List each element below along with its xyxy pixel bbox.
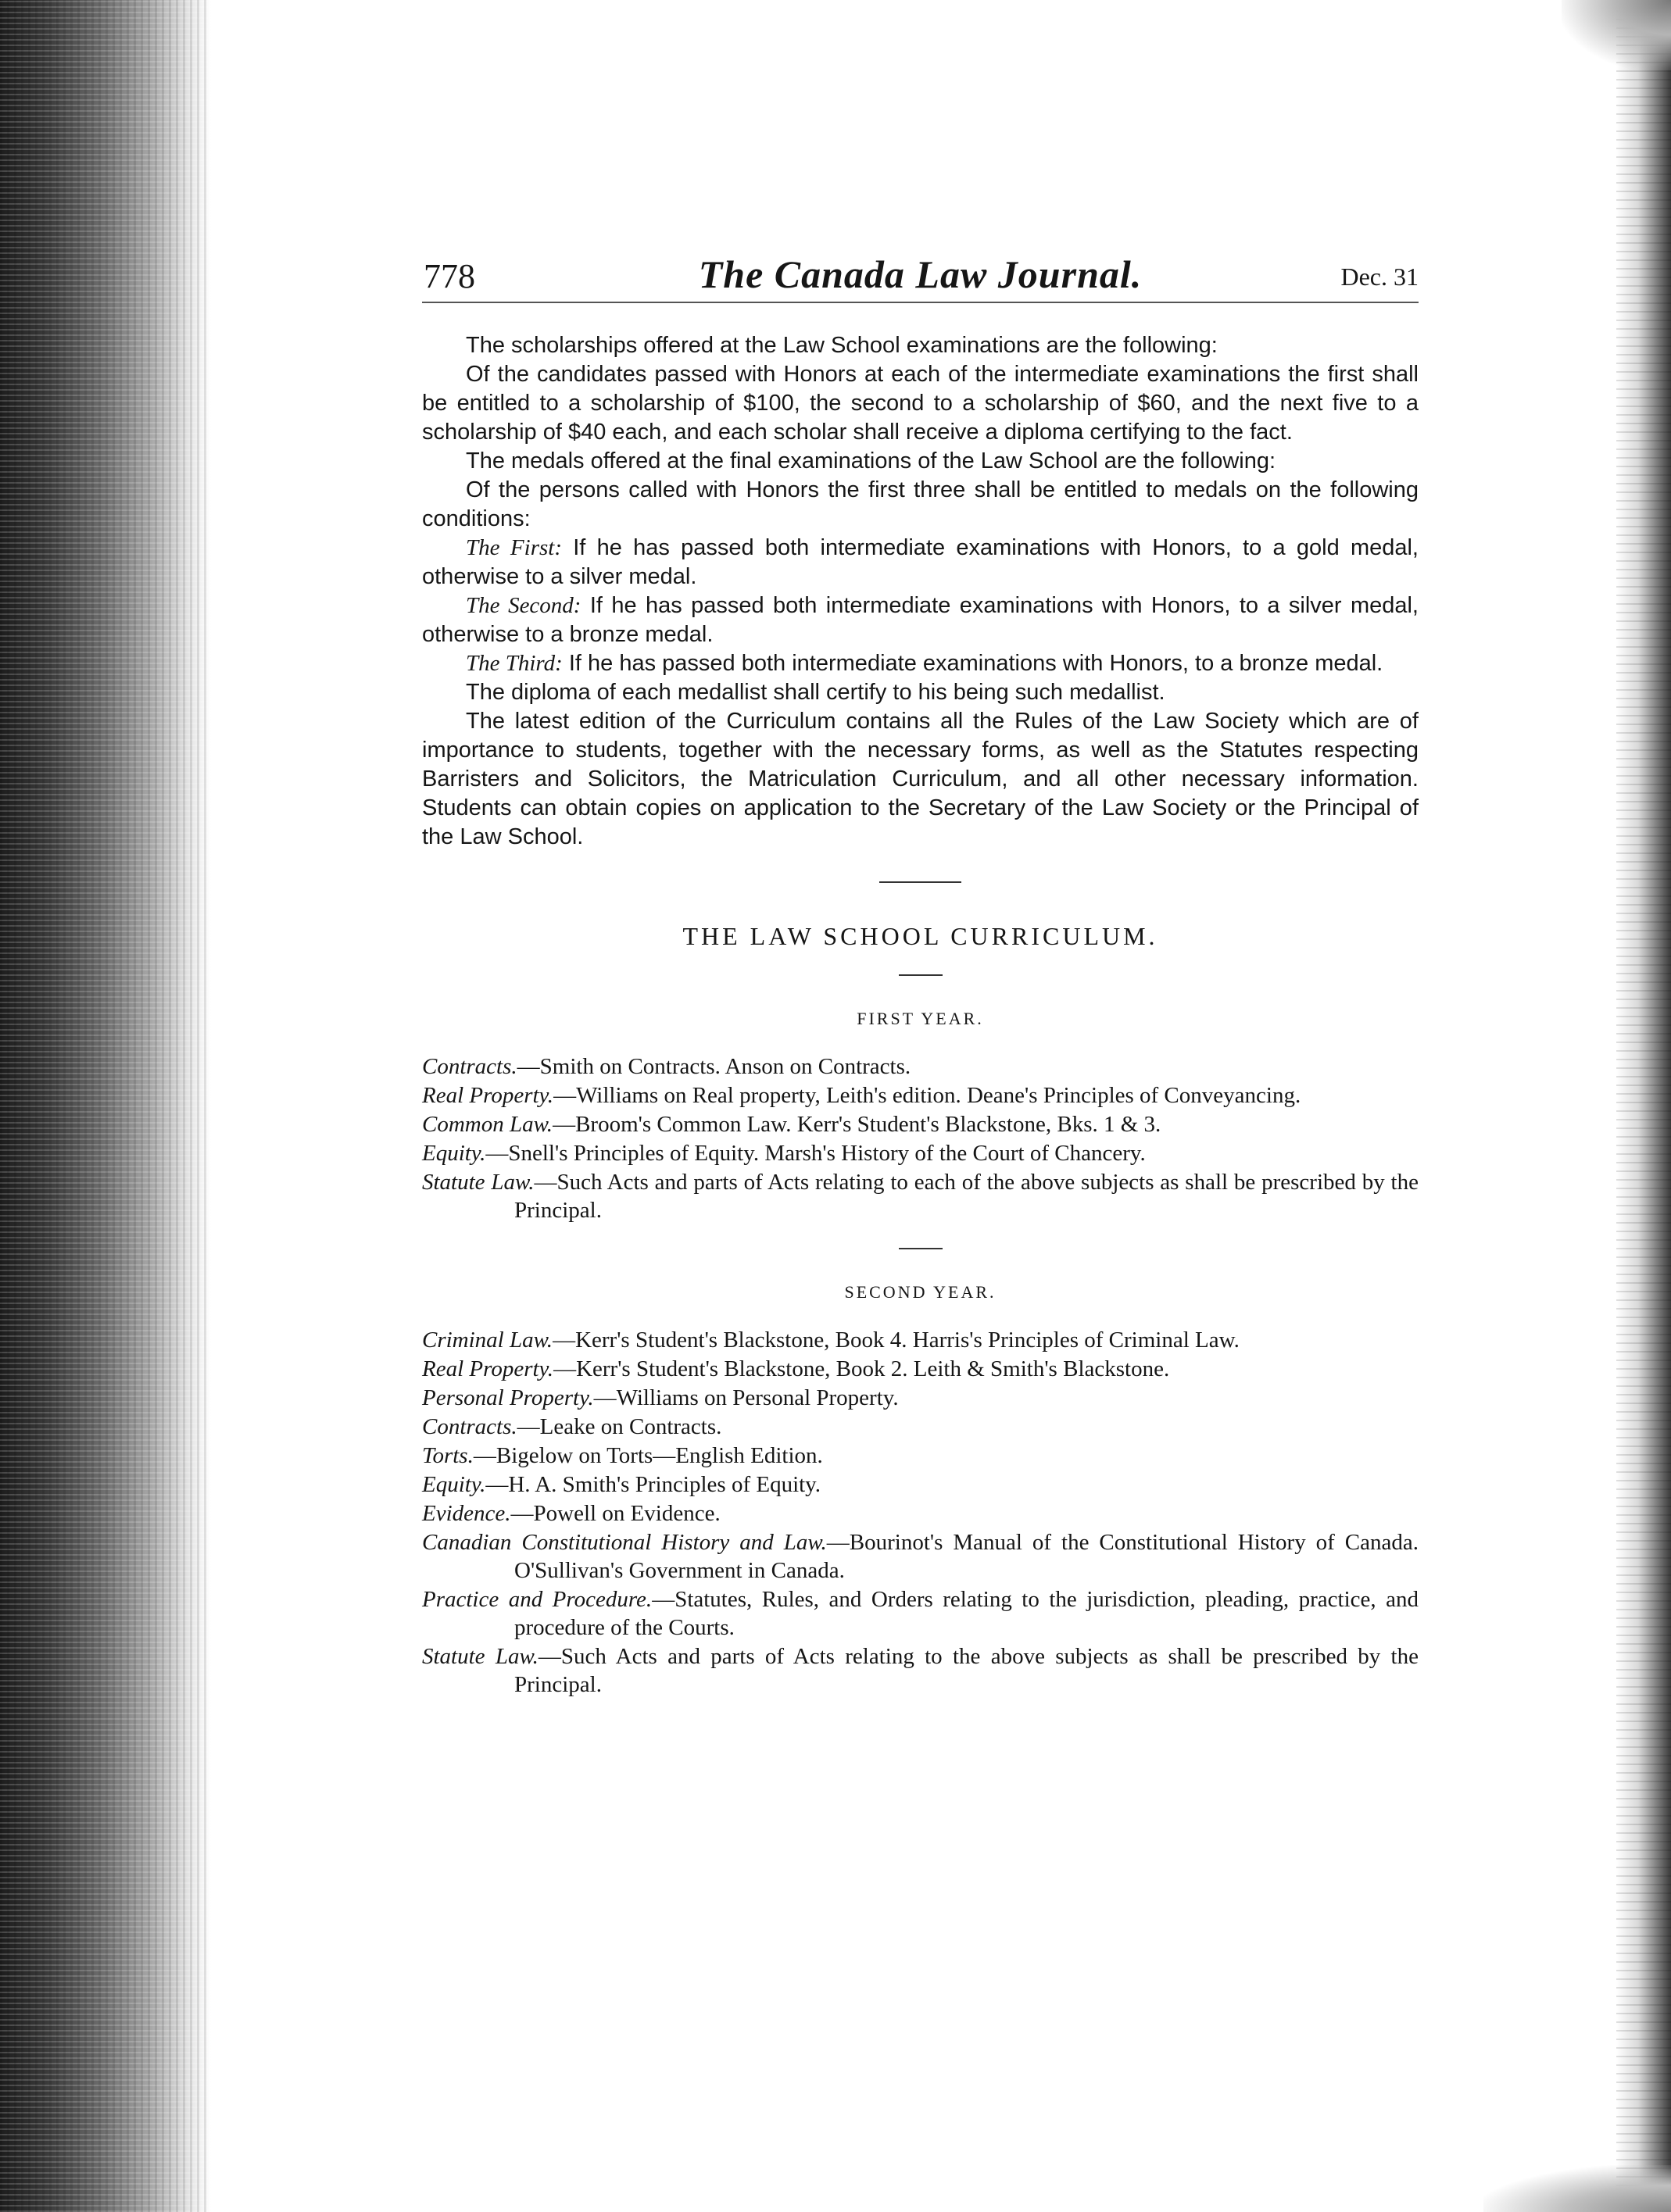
paragraph-first-medal [422, 534, 1419, 591]
curriculum-entry [422, 1499, 1419, 1528]
subject-term: Canadian Constitutional History and Law. [422, 1530, 827, 1555]
journal-page [422, 252, 1419, 1699]
subject-texts: —Leake on Contracts. [517, 1414, 722, 1439]
scan-page-edge [1616, 0, 1671, 2212]
header-date: Dec. 31 [1340, 263, 1419, 291]
subject-texts: —Broom's Common Law. Kerr's Student's Blackstone, Bks. 1 & 3. [553, 1112, 1161, 1137]
subject-texts: —Smith on Contracts. Anson on Contracts. [517, 1054, 911, 1079]
subject-texts: —H. A. Smith's Principles of Equity. [485, 1472, 821, 1497]
subject-term: Contracts. [422, 1054, 517, 1079]
subject-texts: —Snell's Principles of Equity. Marsh's History of the Court of Chancery. [485, 1141, 1146, 1166]
paragraph-scholarships-intro: The scholarships offered at the Law School examinations are the following: [466, 333, 1218, 358]
curriculum-entry [422, 1355, 1419, 1383]
journal-title: The Canada Law Journal. [698, 252, 1143, 296]
second-medal-text: If he has passed both intermediate examinations with Honors, to a silver medal, otherwise to a bronze medal. [422, 593, 1419, 647]
curriculum-entry [422, 1384, 1419, 1412]
curriculum-entry [422, 1470, 1419, 1499]
first-year-list [422, 1052, 1419, 1224]
running-header [422, 252, 1419, 303]
curriculum-entry [422, 1413, 1419, 1441]
curriculum-entry [422, 1110, 1419, 1138]
paragraph-second-medal [422, 591, 1419, 649]
scan-corner-bottom [1483, 2165, 1671, 2212]
paragraph-medal-conditions: Of the persons called with Honors the first three shall be entitled to medals on the following conditions: [422, 477, 1419, 531]
subject-texts: —Bigelow on Torts—English Edition. [473, 1443, 823, 1468]
subject-term: Contracts. [422, 1414, 517, 1439]
subject-term: Equity. [422, 1472, 486, 1497]
subject-term: Practice and Procedure. [422, 1587, 653, 1612]
subject-term: Torts. [422, 1443, 474, 1468]
subject-term: Common Law. [422, 1112, 553, 1137]
third-medal-label: The Third: [466, 651, 563, 676]
subject-texts: —Williams on Real property, Leith's edition. Deane's Principles of Conveyancing. [553, 1083, 1301, 1108]
subject-texts: —Such Acts and parts of Acts relating to each of the above subjects as shall be prescribed by the Principal. [514, 1170, 1419, 1223]
second-year-list [422, 1326, 1419, 1699]
curriculum-entry [422, 1326, 1419, 1354]
subject-texts: —Kerr's Student's Blackstone, Book 2. Leith & Smith's Blackstone. [553, 1356, 1170, 1381]
first-medal-text: If he has passed both intermediate examinations with Honors, to a gold medal, otherwise to a silver medal. [422, 535, 1419, 589]
subject-texts: —Powell on Evidence. [510, 1501, 721, 1526]
heading-divider [899, 974, 943, 976]
second-medal-label: The Second: [466, 593, 581, 618]
paragraph-curriculum-edition: The latest edition of the Curriculum contains all the Rules of the Law Society which are of importance to students, together with the necessary forms, as well as the Statutes respecting Barristers and Solicitors, the Matriculation Curriculum, and all other necessary information. Students can obtain copies on application to the Secretary of the Law Society or the Principal of the Law School. [422, 709, 1419, 849]
curriculum-entry [422, 1585, 1419, 1642]
subject-term: Statute Law. [422, 1170, 535, 1195]
first-medal-label: The First: [466, 535, 562, 560]
section-divider [879, 881, 961, 883]
subject-term: Equity. [422, 1141, 486, 1166]
subject-term: Personal Property. [422, 1385, 594, 1410]
curriculum-entry [422, 1442, 1419, 1470]
curriculum-heading: THE LAW SCHOOL CURRICULUM. [682, 922, 1158, 950]
second-year-heading: SECOND YEAR. [844, 1282, 997, 1302]
subject-term: Evidence. [422, 1501, 511, 1526]
subject-texts: —Statutes, Rules, and Orders relating to the jurisdiction, pleading, practice, and procedure of the Courts. [514, 1587, 1419, 1640]
year-divider [899, 1248, 943, 1249]
first-year-heading: FIRST YEAR. [857, 1009, 984, 1028]
curriculum-entry [422, 1139, 1419, 1167]
scan-binding-shadow [0, 0, 211, 2212]
subject-term: Statute Law. [422, 1644, 539, 1669]
curriculum-entry [422, 1081, 1419, 1110]
subject-texts: —Kerr's Student's Blackstone, Book 4. Harris's Principles of Criminal Law. [553, 1328, 1240, 1353]
curriculum-entry [422, 1168, 1419, 1224]
paragraph-diploma: The diploma of each medallist shall certify to his being such medallist. [466, 680, 1165, 705]
subject-texts: —Bourinot's Manual of the Constitutional History of Canada. O'Sullivan's Government in Canada. [514, 1530, 1419, 1583]
scan-corner-top [1562, 0, 1671, 70]
paragraph-medals-intro: The medals offered at the final examinations of the Law School are the following: [466, 448, 1276, 473]
subject-term: Real Property. [422, 1083, 554, 1108]
paragraph-third-medal [422, 649, 1419, 678]
subject-term: Criminal Law. [422, 1328, 553, 1353]
subject-term: Real Property. [422, 1356, 554, 1381]
third-medal-text: If he has passed both intermediate examinations with Honors, to a bronze medal. [562, 651, 1383, 676]
subject-texts: —Such Acts and parts of Acts relating to the above subjects as shall be prescribed by the Principal. [514, 1644, 1419, 1697]
page-number: 778 [424, 257, 475, 295]
subject-texts: —Williams on Personal Property. [593, 1385, 899, 1410]
scholarship-text [422, 331, 1419, 852]
curriculum-entry [422, 1052, 1419, 1081]
curriculum-entry [422, 1528, 1419, 1585]
paragraph-scholarships: Of the candidates passed with Honors at each of the intermediate examinations the first shall be entitled to a scholarship of $100, the second to a scholarship of $60, and the next five to a scholarship of $40 each, and each scholar shall receive a diploma certifying to the fact. [422, 362, 1419, 445]
curriculum-entry [422, 1642, 1419, 1699]
